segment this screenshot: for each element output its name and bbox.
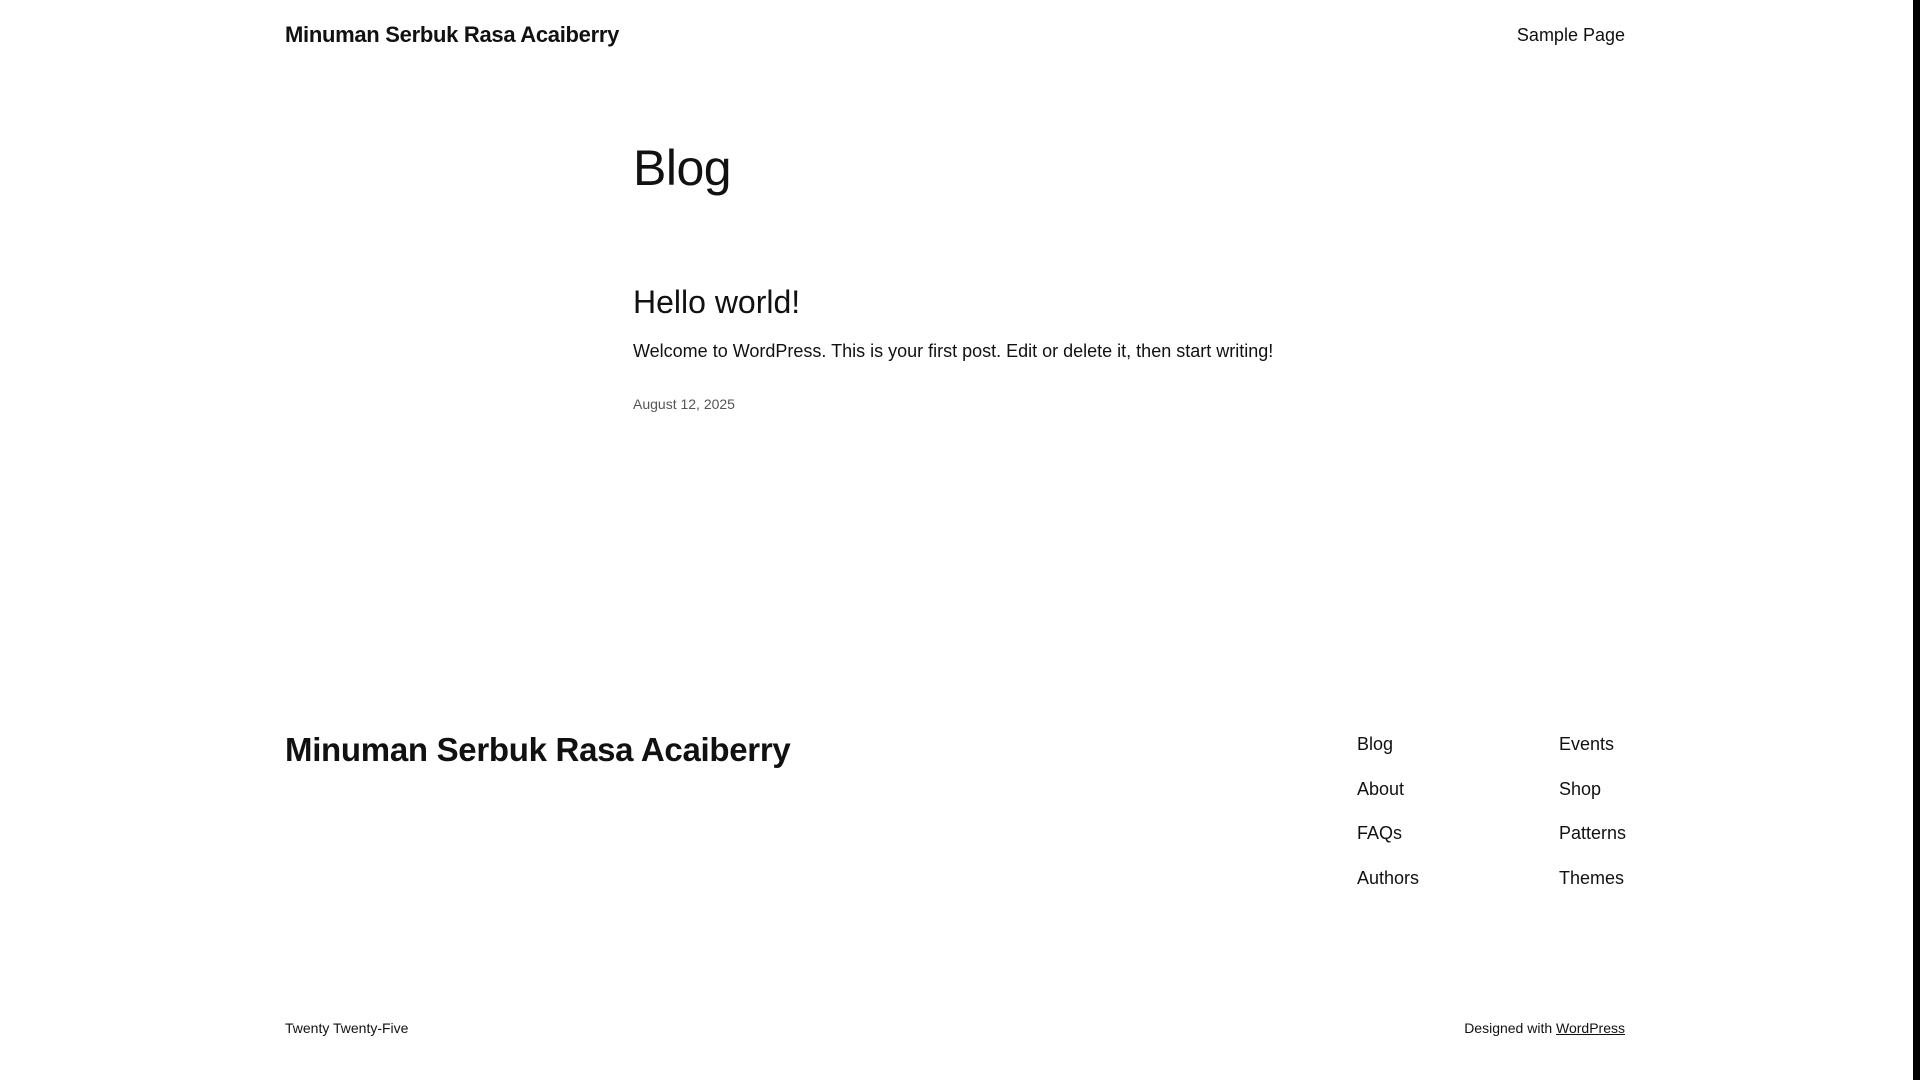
footer-link-blog[interactable]: Blog bbox=[1357, 734, 1394, 754]
footer-site-title bbox=[285, 729, 790, 771]
footer-link-about[interactable]: About bbox=[1357, 778, 1405, 799]
footer-site-title-link[interactable]: Minuman Serbuk Rasa Acaiberry bbox=[285, 731, 791, 768]
footer-link-events[interactable]: Events bbox=[1559, 734, 1615, 754]
page-title: Blog bbox=[633, 140, 732, 196]
footer-link-authors[interactable]: Authors bbox=[1357, 867, 1420, 888]
post-date-link[interactable]: August 12, 2025 bbox=[633, 396, 735, 412]
scrollbar[interactable] bbox=[1913, 0, 1920, 1080]
wordpress-link[interactable]: WordPress bbox=[1556, 1020, 1625, 1036]
site-title-link[interactable]: Minuman Serbuk Rasa Acaiberry bbox=[285, 22, 620, 47]
footer-link-shop[interactable]: Shop bbox=[1559, 778, 1602, 799]
footer-link-faqs[interactable]: FAQs bbox=[1357, 823, 1403, 843]
header-navigation bbox=[1440, 22, 1625, 48]
footer-link-themes[interactable]: Themes bbox=[1559, 867, 1625, 888]
footer-navigation-secondary bbox=[1559, 731, 1699, 909]
post-excerpt: Welcome to WordPress. This is your first post. Edit or delete it, then start writing! bbox=[633, 341, 1274, 361]
theme-credit: Twenty Twenty-Five bbox=[285, 1020, 409, 1036]
nav-link-sample-page[interactable]: Sample Page bbox=[1516, 25, 1625, 45]
footer-link-patterns[interactable]: Patterns bbox=[1559, 823, 1627, 843]
footer-navigation-primary bbox=[1357, 731, 1497, 909]
post-title bbox=[633, 281, 800, 323]
designed-with-text: Designed with bbox=[1464, 1020, 1557, 1036]
post-title-link[interactable]: Hello world! bbox=[633, 284, 801, 320]
designed-with-credit bbox=[1380, 1018, 1625, 1038]
